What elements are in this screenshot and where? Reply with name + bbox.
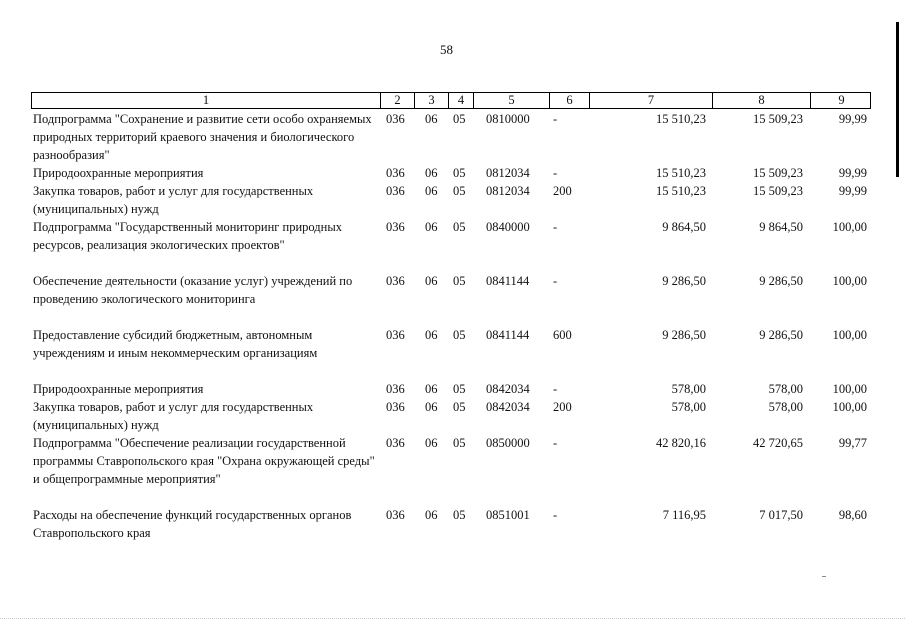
cell-c4: 05	[453, 220, 466, 234]
row-description: Подпрограмма "Сохранение и развитие сети особо охраняемых природных территорий краевого значения и биологического разнообразия"	[33, 112, 372, 162]
cell-c9: 100,00	[832, 400, 867, 414]
cell-c3: 06	[425, 274, 438, 288]
cell-c7: 9 286,50	[662, 274, 706, 288]
cell-c4: 05	[453, 166, 466, 180]
cell-c9: 100,00	[832, 382, 867, 396]
cell-c8: 578,00	[768, 400, 803, 414]
cell-c4: 05	[453, 184, 466, 198]
cell-c7: 578,00	[671, 382, 706, 396]
cell-c8: 15 509,23	[753, 112, 803, 126]
cell-c9: 100,00	[832, 328, 867, 342]
header-col-3: 3	[414, 93, 448, 108]
row-description: Обеспечение деятельности (оказание услуг) учреждений по проведению экологического мониторинга	[33, 274, 353, 306]
cell-c7: 578,00	[671, 400, 706, 414]
page-number: 58	[440, 42, 453, 57]
cell-c7: 42 820,16	[656, 436, 706, 450]
cell-c8: 578,00	[768, 382, 803, 396]
cell-c8: 7 017,50	[759, 508, 803, 522]
cell-c6: -	[553, 508, 558, 522]
row-description: Закупка товаров, работ и услуг для государственных (муниципальных) нужд	[33, 400, 314, 432]
cell-c8: 9 286,50	[759, 274, 803, 288]
cell-c4: 05	[453, 328, 466, 342]
cell-c6: -	[553, 112, 558, 126]
cell-c2: 036	[386, 400, 405, 414]
cell-c3: 06	[425, 508, 438, 522]
row-description: Расходы на обеспечение функций государственных органов Ставропольского края	[33, 508, 352, 540]
cell-c2: 036	[386, 274, 405, 288]
cell-c2: 036	[386, 508, 405, 522]
cell-c9: 100,00	[832, 274, 867, 288]
row-description: Подпрограмма "Государственный мониторинг природных ресурсов, реализация экологических проектов"	[33, 220, 343, 252]
cell-c6: 600	[553, 328, 572, 342]
scan-noise	[0, 618, 905, 620]
cell-c2: 036	[386, 328, 405, 342]
cell-c2: 036	[386, 436, 405, 450]
cell-c6: -	[553, 436, 558, 450]
cell-c2: 036	[386, 184, 405, 198]
cell-c5: 0840000	[486, 220, 530, 234]
cell-c9: 100,00	[832, 220, 867, 234]
cell-c6: -	[553, 220, 558, 234]
cell-c5: 0810000	[486, 112, 530, 126]
margin-rule	[896, 22, 899, 177]
cell-c4: 05	[453, 508, 466, 522]
row-description: Подпрограмма "Обеспечение реализации государственной программы Ставропольского края "Охрана окружающей среды" и общепрограммные мероприятия"	[33, 436, 375, 486]
cell-c2: 036	[386, 112, 405, 126]
cell-c5: 0842034	[486, 400, 530, 414]
cell-c4: 05	[453, 112, 466, 126]
header-col-4: 4	[448, 93, 473, 108]
cell-c9: 99,99	[838, 112, 867, 126]
cell-c5: 0812034	[486, 184, 530, 198]
cell-c3: 06	[425, 382, 438, 396]
cell-c3: 06	[425, 436, 438, 450]
cell-c4: 05	[453, 382, 466, 396]
cell-c3: 06	[425, 184, 438, 198]
cell-c8: 9 286,50	[759, 328, 803, 342]
cell-c6: -	[553, 382, 558, 396]
header-col-2: 2	[380, 93, 414, 108]
cell-c9: 99,99	[838, 166, 867, 180]
cell-c6: -	[553, 166, 558, 180]
header-col-6: 6	[549, 93, 589, 108]
cell-c5: 0841144	[486, 274, 530, 288]
row-description: Закупка товаров, работ и услуг для государственных (муниципальных) нужд	[33, 184, 314, 216]
cell-c9: 99,99	[838, 184, 867, 198]
header-col-1: 1	[202, 93, 210, 107]
cell-c6: 200	[553, 184, 572, 198]
cell-c7: 7 116,95	[662, 508, 706, 522]
cell-c3: 06	[425, 166, 438, 180]
header-col-5: 5	[473, 93, 549, 108]
cell-c5: 0851001	[486, 508, 530, 522]
table-header	[31, 92, 871, 109]
cell-c8: 42 720,65	[753, 436, 803, 450]
cell-c7: 15 510,23	[656, 112, 706, 126]
cell-c8: 15 509,23	[753, 166, 803, 180]
cell-c7: 9 864,50	[662, 220, 706, 234]
cell-c5: 0850000	[486, 436, 530, 450]
cell-c3: 06	[425, 328, 438, 342]
header-col-8: 8	[712, 93, 810, 108]
cell-c9: 99,77	[838, 436, 867, 450]
cell-c3: 06	[425, 112, 438, 126]
cell-c5: 0812034	[486, 166, 530, 180]
cell-c3: 06	[425, 220, 438, 234]
header-col-9: 9	[810, 93, 872, 108]
cell-c4: 05	[453, 274, 466, 288]
row-description: Природоохранные мероприятия	[33, 166, 204, 180]
cell-c2: 036	[386, 382, 405, 396]
cell-c7: 15 510,23	[656, 184, 706, 198]
cell-c5: 0842034	[486, 382, 530, 396]
cell-c8: 15 509,23	[753, 184, 803, 198]
cell-c6: 200	[553, 400, 572, 414]
cell-c2: 036	[386, 220, 405, 234]
row-description: Природоохранные мероприятия	[33, 382, 204, 396]
cell-c7: 15 510,23	[656, 166, 706, 180]
cell-c5: 0841144	[486, 328, 530, 342]
cell-c3: 06	[425, 400, 438, 414]
cell-c6: -	[553, 274, 558, 288]
cell-c9: 98,60	[838, 508, 867, 522]
header-col-7: 7	[589, 93, 712, 108]
cell-c8: 9 864,50	[759, 220, 803, 234]
cell-c2: 036	[386, 166, 405, 180]
cell-c4: 05	[453, 436, 466, 450]
cell-c7: 9 286,50	[662, 328, 706, 342]
row-description: Предоставление субсидий бюджетным, автономным учреждениям и иным некоммерческим организациям	[33, 328, 318, 360]
scan-speck	[822, 576, 826, 577]
cell-c4: 05	[453, 400, 466, 414]
